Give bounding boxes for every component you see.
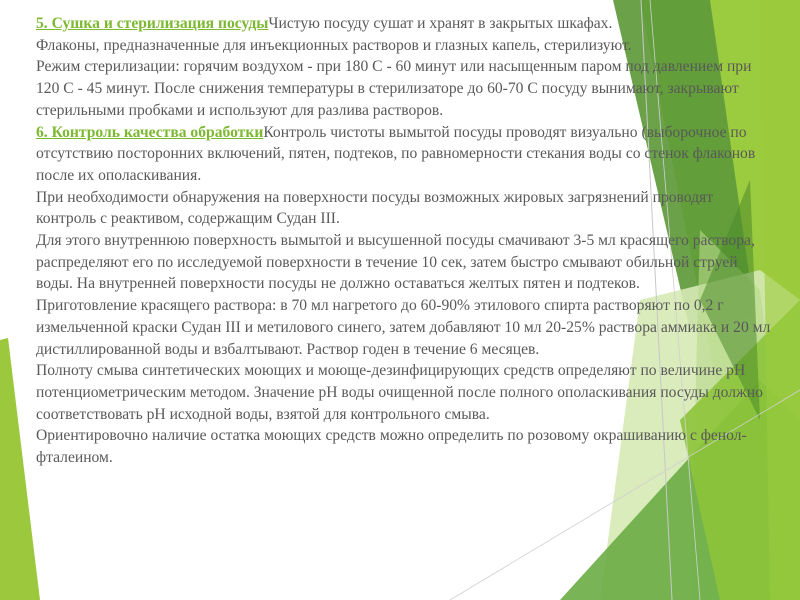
section-5-heading-link[interactable]: 5. Сушка и стерилизация посуды [36, 15, 269, 32]
slide-body [36, 13, 776, 469]
section-6-paragraph: Приготовление красящего раствора: в 70 мл нагретого до 60-90% этилового спирта растворяют по 0,2 г измельченной краски Судан III и метилового синего, затем добавляют 10 мл 20-25% раствора аммиака и 20 мл дистиллированной воды и взбалтывают. Раствор годен в течение 6 месяцев. [36, 297, 771, 358]
section-5-paragraph: Флаконы, предназначенные для инъекционных растворов и глазных капель, стерилизуют. [36, 36, 632, 54]
section-5-lead-text: Чистую посуду сушат и хранят в закрытых шкафах. [268, 15, 613, 32]
section-6-heading-link[interactable]: 6. Контроль качества обработки [36, 123, 264, 141]
section-6-paragraph: При необходимости обнаружения на поверхности посуды возможных жировых загрязнений проводят контроль с реактивом, содержащим Судан III. [36, 188, 714, 228]
section-6-paragraph: Для этого внутреннюю поверхность вымытой и высушенной посуды смачивают 3-5 мл красящего раствора, распределяют его по исследуемой поверхности в течение 10 сек, затем быстро смывают обильной струей воды. На внутренней поверхности посуды не должно оставаться желтых пятен и подтеков. [36, 232, 755, 293]
section-6-paragraph: Ориентировочно наличие остатка моющих средств можно определить по розовому окрашиванию с фенол-фталеином. [36, 427, 747, 467]
section-6-intro [36, 122, 776, 187]
section-6-paragraph: Полноту смыва синтетических моющих и моюще-дезинфицирующих средств определяют по величине pH потенциометрическим методом. Значение pH воды очищенной после полного ополаскивания посуды должно соответствовать pH исходной воды, взятой для контрольного смыва. [36, 362, 763, 423]
section-6-lead-text: Контроль чистоты вымытой посуды проводят визуально (выборочное по отсутствию посторонних включений, пятен, подтеков, по равномерности стекания воды со стенок флаконов после их ополаскивания. [36, 123, 756, 184]
left-green-strip-shape [0, 338, 40, 600]
section-5-paragraph: Режим стерилизации: горячим воздухом - при 180 С - 60 минут или насыщенным паром под давлением при 120 С - 45 минут. После снижения температуры в стерилизаторе до 60-70 С посуду вынимают, закрывают стерильными пробками и используют для разлива растворов. [36, 58, 752, 119]
section-5-intro [36, 13, 776, 35]
